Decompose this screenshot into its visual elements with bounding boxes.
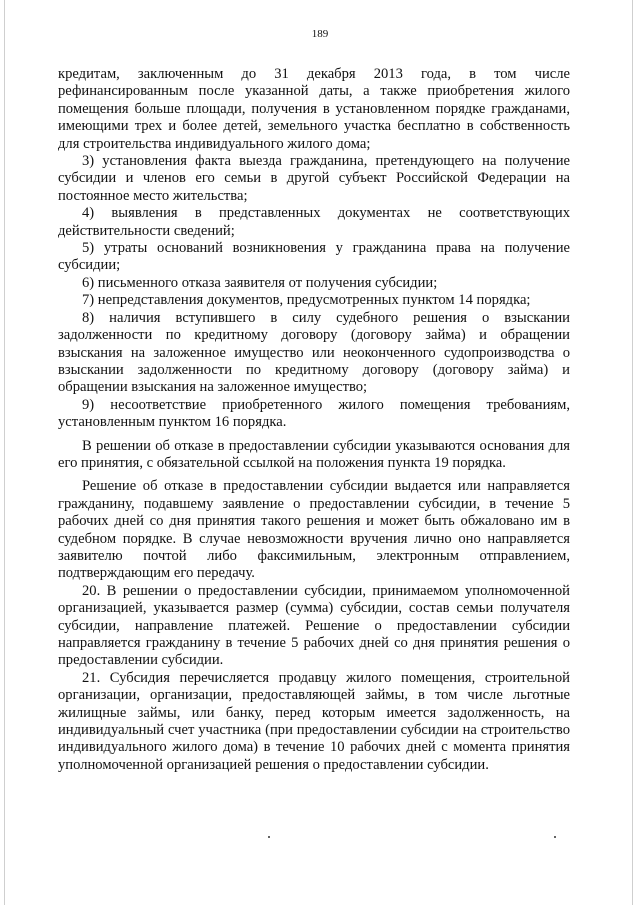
- paragraph-item-6: 6) письменного отказа заявителя от получения субсидии;: [82, 274, 438, 291]
- scan-edge-left: [4, 0, 5, 905]
- paragraph-item-4: 4) выявления в представленных документах не соответствующих действительности сведений;: [58, 205, 570, 239]
- paragraph-clause-21: 21. Субсидия перечисляется продавцу жилого помещения, строительной организации, организации, предоставляющей займы, в том числе льготные жилищные займы, или банку, перед которым имеется задолженность, на индивидуальный счет участника (при предоставлении субсидии на строительство индивидуального жилого дома) в течение 10 рабочих дней с момента принятия уполномоченной организацией решения о предоставлении субсидии.: [58, 669, 570, 773]
- paragraph-item-5: 5) утраты оснований возникновения у гражданина права на получение субсидии;: [58, 240, 570, 274]
- paragraph-item-3: 3) установления факта выезда гражданина, претендующего на получение субсидии и членов его семьи в другой субъект Российской Федерации на постоянное место жительства;: [58, 153, 570, 204]
- page-number: 189: [311, 28, 329, 40]
- scan-edge-right: [632, 0, 633, 905]
- scan-speck: [268, 836, 270, 838]
- paragraph-clause-20: 20. В решении о предоставлении субсидии, принимаемом уполномоченной организацией, указывается размер (сумма) субсидии, состав семьи получателя субсидии, направление платежей. Решение о предоставлении субсидии направляется гражданину в течение 5 рабочих дней со дня принятия решения о предоставлении субсидии.: [58, 582, 570, 669]
- document-body: [58, 66, 570, 774]
- paragraph-refusal-delivery: Решение об отказе в предоставлении субсидии выдается или направляется гражданину, подавшему заявление о предоставлении субсидии, в течение 5 рабочих дней со дня принятия такого решения и может быть обжаловано им в судебном порядке. В случае невозможности вручения лично оно направляется заявителю почтой либо факсимильным, электронным отправлением, подтверждающим его передачу.: [58, 478, 570, 582]
- paragraph-refusal-grounds: В решении об отказе в предоставлении субсидии указываются основания для его принятия, с обязательной ссылкой на положения пункта 19 порядка.: [58, 437, 570, 471]
- paragraph-item-9: 9) несоответствие приобретенного жилого помещения требованиям, установленным пунктом 16 порядка.: [58, 396, 570, 431]
- paragraph-continuation: кредитам, заключенным до 31 декабря 2013 года, в том числе рефинансированным после указанной даты, а также приобретения жилого помещения больше площади, получения в установленном порядке гражданами, имеющими трех и более детей, земельного участка бесплатно в собственность для строительства индивидуального жилого дома;: [58, 66, 570, 152]
- scan-speck: [554, 836, 556, 838]
- paragraph-item-7: 7) непредставления документов, предусмотренных пунктом 14 порядка;: [82, 292, 531, 309]
- paragraph-item-8: 8) наличия вступившего в силу судебного решения о взыскании задолженности по кредитному договору (договору займа) и обращении взыскания на заложенное имущество или неоконченного судопроизводства о взыскании задолженности по кредитному договору (договору займа) и обращении взыскания на заложенное имущество;: [58, 309, 570, 396]
